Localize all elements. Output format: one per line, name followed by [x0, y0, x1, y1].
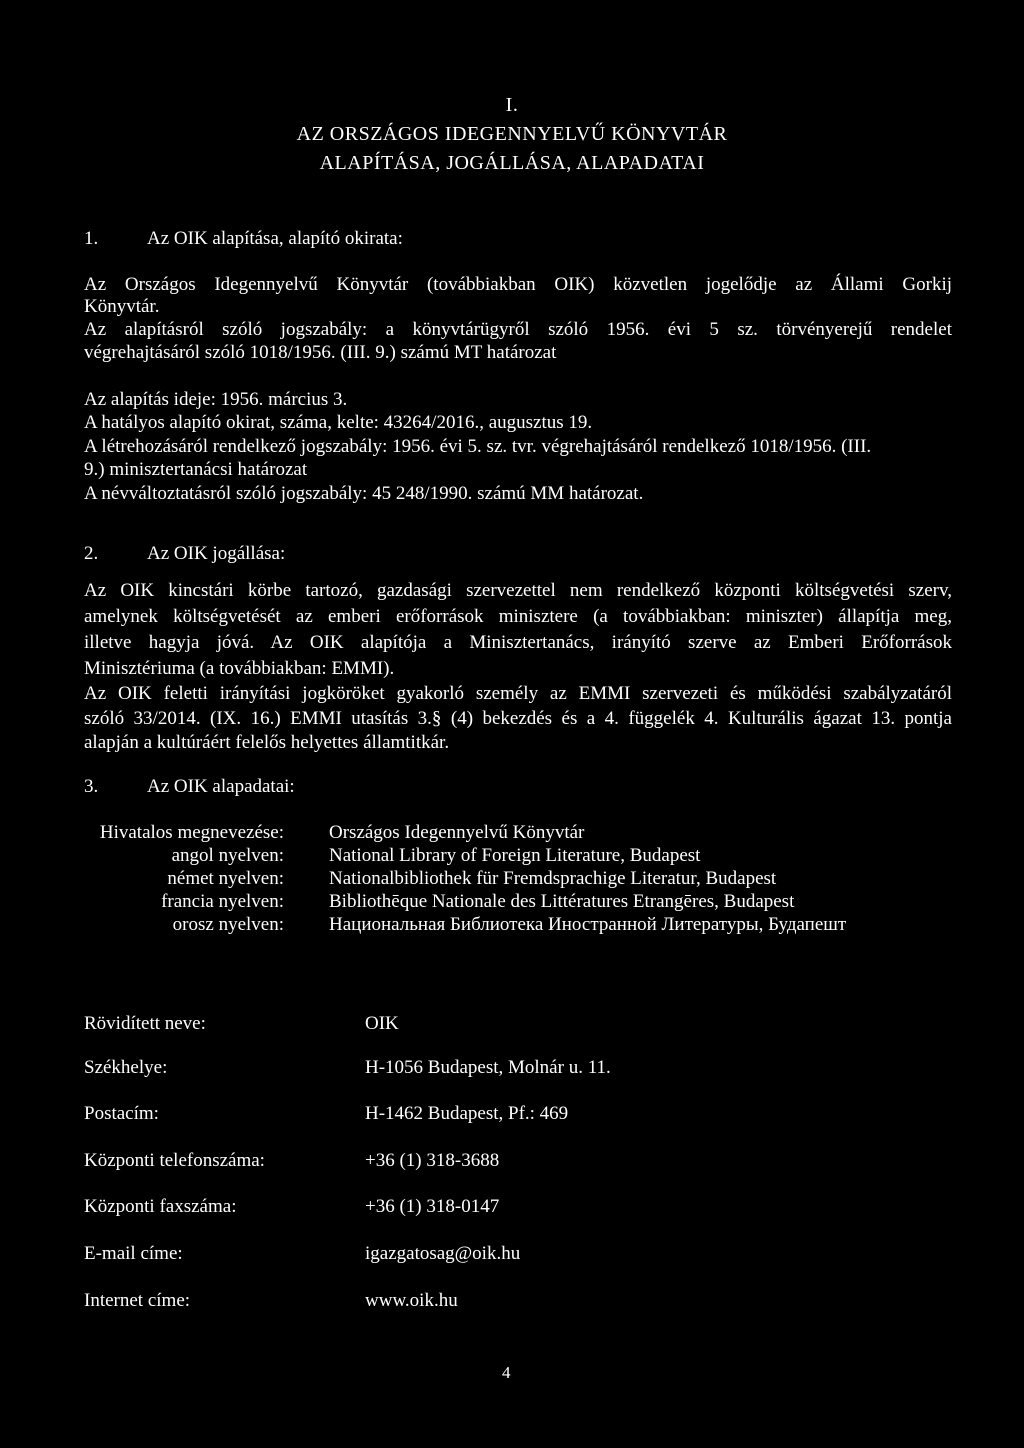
website-link[interactable]: www.oik.hu	[365, 1290, 458, 1311]
section1-para1-line1: Az Országos Idegennyelvű Könyvtár (továbbiakban OIK) közvetlen jogelődje az Állami Gorkij	[84, 274, 952, 295]
chapter-title-line1: AZ ORSZÁGOS IDEGENNYELVŰ KÖNYVTÁR	[296, 123, 728, 145]
founding-date: Az alapítás ideje: 1956. március 3.	[84, 389, 348, 410]
french-name-value: Bibliothēque Nationale des Littératures Etrangēres, Budapest	[329, 891, 795, 912]
section2-line4: Minisztériuma (a továbbiakban: EMMI).	[84, 658, 395, 679]
email-link[interactable]: igazgatosag@oik.hu	[365, 1243, 521, 1264]
german-name-label: német nyelven:	[167, 868, 284, 889]
section2-line2: amelynek költségvetését az emberi erőforrások minisztere (a továbbiakban: miniszter) állapítja meg,	[84, 606, 952, 627]
page-number: 4	[502, 1363, 511, 1382]
founding-law-line1: A létrehozásáról rendelkező jogszabály: 1956. évi 5. sz. tvr. végrehajtásáról rendelkező 1018/1956. (III.	[84, 436, 872, 457]
section1-heading: Az OIK alapítása, alapító okirata:	[147, 228, 403, 249]
section1-para2-line1: Az alapításról szóló jogszabály: a könyvtárügyről szóló 1956. évi 5 sz. törvényerejű rendelet	[84, 319, 952, 340]
russian-name-value: Национальная Библиотека Иностранной Литературы, Будапешт	[329, 914, 847, 935]
phone-label: Központi telefonszáma:	[84, 1150, 265, 1171]
french-name-label: francia nyelven:	[161, 891, 284, 912]
chapter-number: I.	[505, 94, 519, 116]
website-label: Internet címe:	[84, 1290, 191, 1311]
fax-label: Központi faxszáma:	[84, 1196, 237, 1217]
short-name-value: OIK	[365, 1013, 399, 1034]
section2-number: 2.	[84, 543, 99, 564]
postal-address-label: Postacím:	[84, 1103, 159, 1124]
section1-para1-line2: Könyvtár.	[84, 296, 160, 317]
seat-label: Székhelye:	[84, 1057, 168, 1078]
fax-value: +36 (1) 318-0147	[365, 1196, 500, 1217]
english-name-value: National Library of Foreign Literature, Budapest	[329, 845, 701, 866]
section1-para2-line2: végrehajtásáról szóló 1018/1956. (III. 9.) számú MT határozat	[84, 342, 557, 363]
section2-line7: alapján a kultúráért felelős helyettes államtitkár.	[84, 732, 450, 753]
short-name-label: Rövidített neve:	[84, 1013, 206, 1034]
founding-charter: A hatályos alapító okirat, száma, kelte: 43264/2016., augusztus 19.	[84, 412, 593, 433]
phone-value: +36 (1) 318-3688	[365, 1150, 500, 1171]
russian-name-label: orosz nyelven:	[172, 914, 284, 935]
section2-line5: Az OIK feletti irányítási jogköröket gyakorló személy az EMMI szervezeti és működési szabályzatáról	[84, 683, 952, 704]
official-name-value: Országos Idegennyelvű Könyvtár	[329, 822, 585, 843]
section1-number: 1.	[84, 228, 99, 249]
section2-heading: Az OIK jogállása:	[147, 543, 286, 564]
email-label: E-mail címe:	[84, 1243, 183, 1264]
chapter-title-line2: ALAPÍTÁSA, JOGÁLLÁSA, ALAPADATAI	[319, 152, 705, 174]
postal-address-value: H-1462 Budapest, Pf.: 469	[365, 1103, 569, 1124]
section3-heading: Az OIK alapadatai:	[147, 776, 295, 797]
section3-number: 3.	[84, 776, 99, 797]
section2-line1: Az OIK kincstári körbe tartozó, gazdasági szervezettel nem rendelkező központi költségvetési szerv,	[84, 580, 952, 601]
section2-line6: szóló 33/2014. (IX. 16.) EMMI utasítás 3.§ (4) bekezdés és a 4. függelék 4. Kulturális ágazat 13. pontja	[84, 708, 952, 729]
name-change-law: A névváltoztatásról szóló jogszabály: 45 248/1990. számú MM határozat.	[84, 483, 644, 504]
english-name-label: angol nyelven:	[171, 845, 284, 866]
german-name-value: Nationalbibliothek für Fremdsprachige Literatur, Budapest	[329, 868, 777, 889]
founding-law-line2: 9.) minisztertanácsi határozat	[84, 459, 308, 480]
seat-value: H-1056 Budapest, Molnár u. 11.	[365, 1057, 611, 1078]
official-name-label: Hivatalos megnevezése:	[99, 822, 284, 843]
section2-line3: illetve hagyja jóvá. Az OIK alapítója a Minisztertanács, irányító szerve az Emberi Erőforrások	[84, 632, 952, 653]
